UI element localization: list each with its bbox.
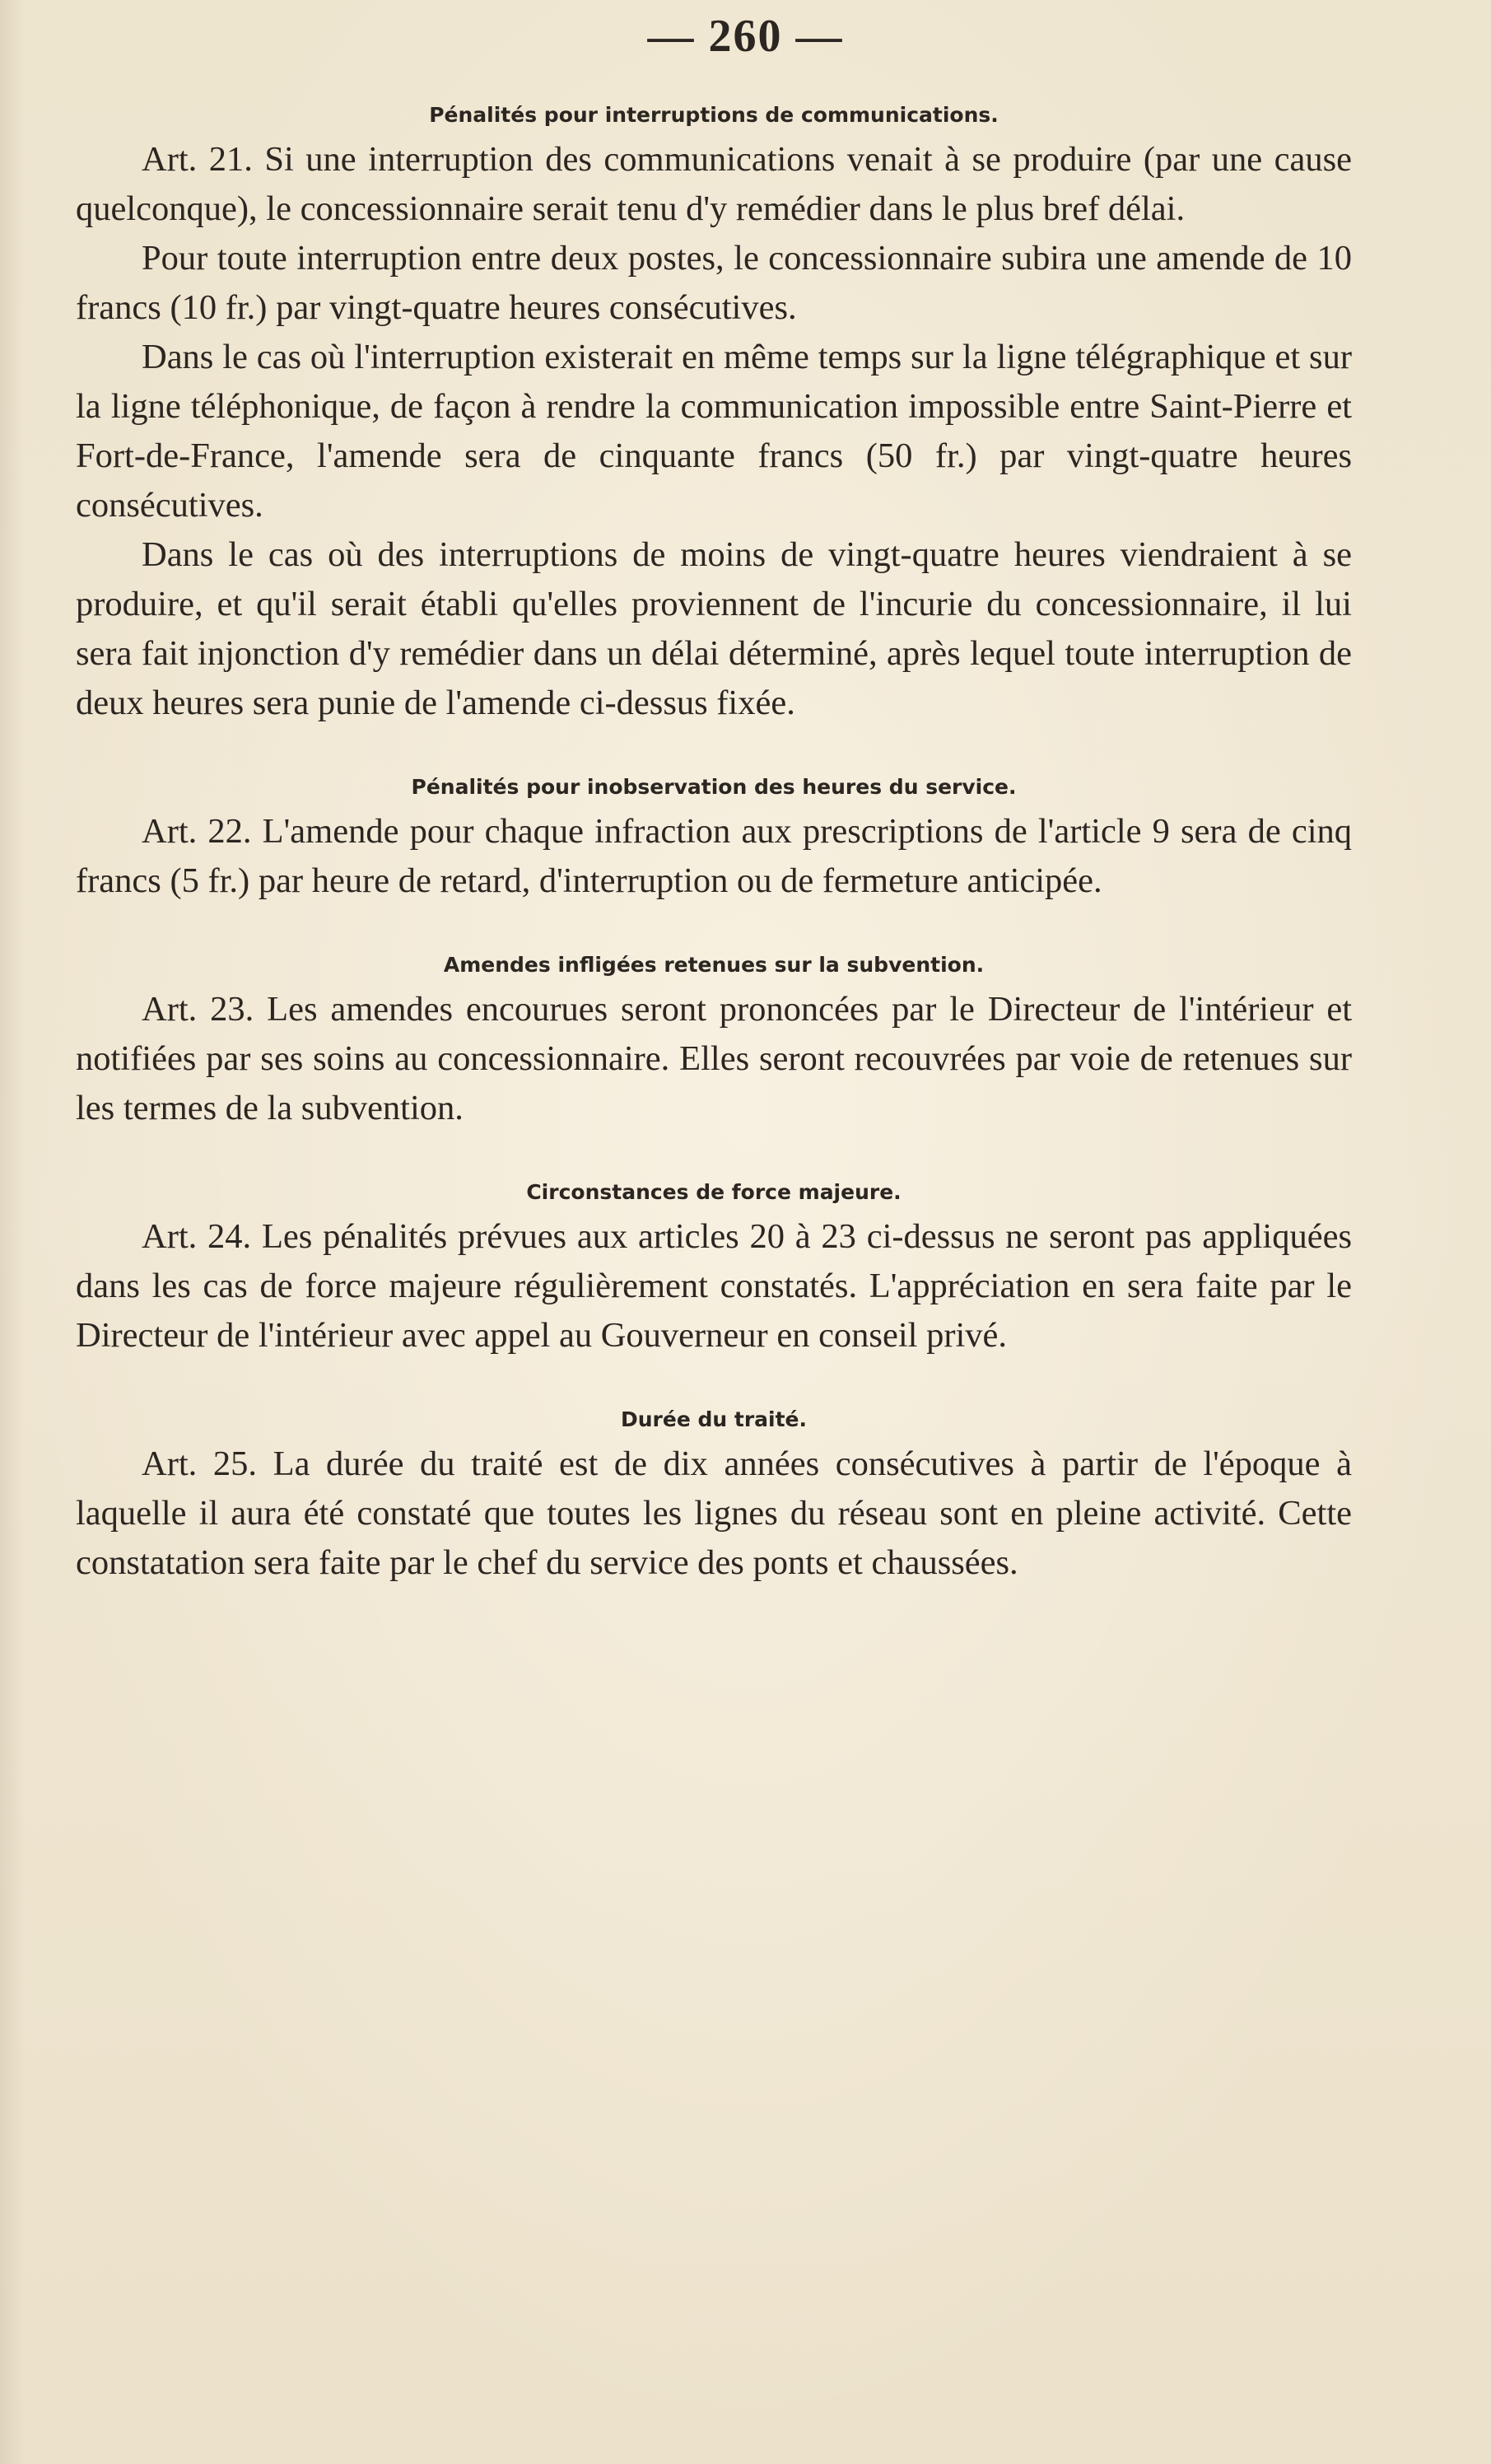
article-23-paragraph: Art. 23. Les amendes encourues seront prononcées par le Directeur de l'intérieur et notifiées par ses soins au concessionnaire. Elles seront recouvrées par voie de retenues sur les termes de la subvention.	[76, 990, 1352, 1127]
page-edge-shadow	[0, 0, 25, 2464]
section-heading-force-majeure: Circonstances de force majeure.	[526, 1180, 902, 1204]
article-25-paragraph: Art. 25. La durée du traité est de dix années consécutives à partir de l'époque à laquelle il aura été constaté que toutes les lignes du réseau sont en pleine activité. Cette constatation sera faite par le chef du service des ponts et chaussées.	[76, 1444, 1352, 1582]
section-heading-service-hours: Pénalités pour inobservation des heures du service.	[411, 775, 1017, 799]
article-24-paragraph: Art. 24. Les pénalités prévues aux articles 20 à 23 ci-dessus ne seront pas appliquées dans les cas de force majeure régulièrement constatés. L'appréciation en sera faite par le Directeur de l'intérieur avec appel au Gouverneur en conseil privé.	[76, 1217, 1352, 1355]
page-body	[76, 99, 1352, 1588]
article-21-paragraph-3: Dans le cas où l'interruption existerait en même temps sur la ligne télégraphique et sur la ligne téléphonique, de façon à rendre la communication impossible entre Saint-Pierre et Fort-de-France, l'amende sera de cinquante francs (50 fr.) par vingt-quatre heures consécutives.	[76, 338, 1352, 525]
section-heading-interruptions: Pénalités pour interruptions de communications.	[429, 103, 999, 127]
article-21-paragraph-4: Dans le cas où des interruptions de moins de vingt-quatre heures viendraient à se produire, et qu'il serait établi qu'elles proviennent de l'incurie du concessionnaire, il lui sera fait injonction d'y remédier dans un délai déterminé, après lequel toute interruption de deux heures sera punie de l'amende ci-dessus fixée.	[76, 535, 1352, 722]
article-21-paragraph-1: Art. 21. Si une interruption des communications venait à se produire (par une cause quelconque), le concessionnaire serait tenu d'y remédier dans le plus bref délai.	[76, 140, 1352, 228]
article-22-paragraph: Art. 22. L'amende pour chaque infraction aux prescriptions de l'article 9 sera de cinq francs (5 fr.) par heure de retard, d'interruption ou de fermeture anticipée.	[76, 812, 1352, 900]
page-number: — 260 —	[647, 11, 844, 62]
section-heading-fines: Amendes infligées retenues sur la subvention.	[443, 953, 985, 977]
section-heading-treaty-duration: Durée du traité.	[620, 1407, 807, 1431]
article-21-paragraph-2: Pour toute interruption entre deux postes, le concessionnaire subira une amende de 10 francs (10 fr.) par vingt-quatre heures consécutives.	[76, 239, 1352, 327]
